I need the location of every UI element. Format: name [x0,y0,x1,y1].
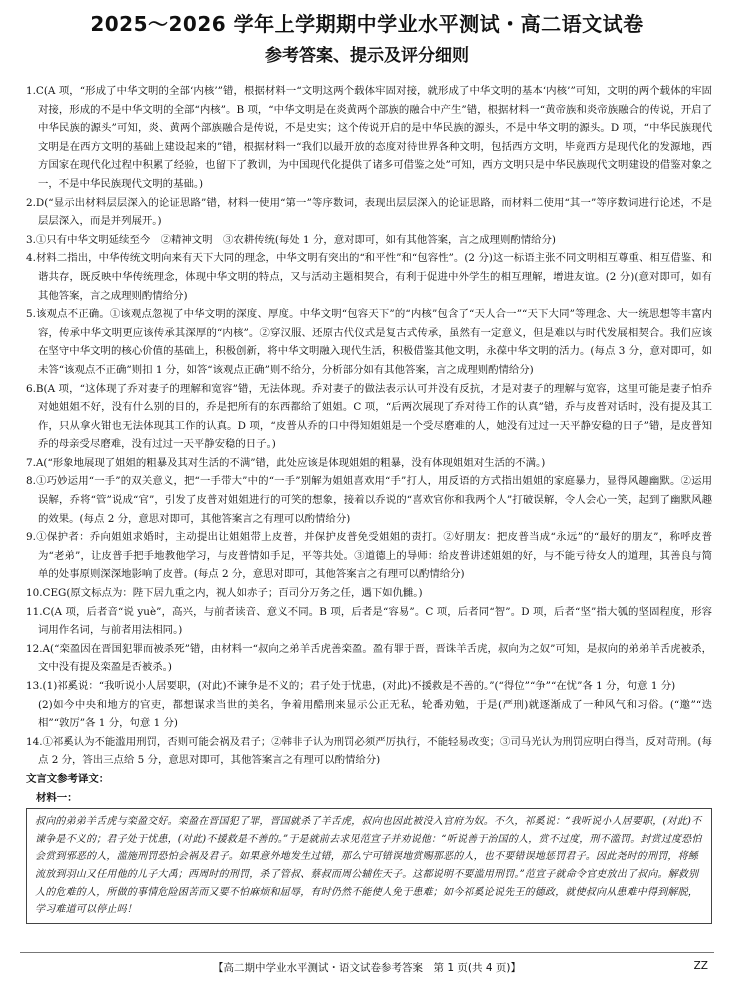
page-title: 2025～2026 学年上学期期中学业水平测试・高二语文试卷 [90,12,644,36]
answer-item-8: 8.①巧妙运用“一手”的双关意义，把“一手带大”中的“一手”别解为姐姐喜欢用“手”打人，用反语的方式指出姐姐的家庭暴力，显得风趣幽默。②运用误解，乔将“管”说成“官”，引发了皮普对姐姐进行的可笑的想象，接着以乔说的“喜欢官你和我两个人”打破误解，令人会心一笑，起到了幽默风趣的效果。(每点 2 分，意思对即可，其他答案言之有理可以酌情给分) [26,475,712,525]
answer-item-11: 11.C(A 项，后者音“说 yuè”，高兴，与前者读音、意义不同。B 项，后者是“容易”。C 项，后者同“智”。D 项，后者“坚”指大瓠的坚固程度，形容词用作名词，与前者用法相同。) [26,605,712,637]
answer-item-13-part-1: 13.(1)祁奚说：“我听说小人居要职，(对此)不谏争是不义的；君子处于忧患，(对此)不援救是不善的。”(“得位”“争”“在忧”各 1 分，句意 1 分) [26,680,676,692]
answer-item-3: 3.①只有中华文明延续至今 ②精神文明 ③农耕传统(每处 1 分，意对即可，如有其他答案，言之成理则酌情给分) [26,233,556,246]
reference-section-title: 文言文参考译文： [26,772,110,785]
answer-item-13-part-2: (2)如今中央和地方的官吏，都想谋求当世的美名，争着用酷刑来显示公正无私，轮番劝勉，于是(严刑)就逐渐成了一种风气和习俗。(“邀”“迭相”“敦厉”各 1 分，句意 1 分) [38,698,712,730]
answer-item-10: 10.CEG(原文标点为：陛下居九重之内，视人如赤子；百司分万务之任，遇下如仇雠。) [26,587,423,600]
answer-item-9: 9.①保护者：乔向姐姐求婚时，主动提出让姐姐带上皮普，并保护皮普免受姐姐的责打。②好朋友：把皮普当成“永远”的“最好的朋友”，称呼皮普为“老弟”，让皮普手把手地教他学习，与皮普情如手足，平等共处。③道德上的导师：给皮普讲述姐姐的好，与不能亏待女人的道理，其善良与简单的处事原则深深地影响了皮普。(每点 2 分，意思对即可，其他答案言之有理可以酌情给分) [26,531,712,581]
material-label: 材料一： [36,791,78,804]
translation-box: 叔向的弟弟羊舌虎与栾盈交好。栾盈在晋国犯了罪，晋国就杀了羊舌虎，叔向也因此被没入官府为奴。不久，祁奚说：“我听说小人居要职，(对此)不谏争是不义的；君子处于忧患，(对此)不援救是不善的。”于是就前去求见范宣子并劝说他：“听说善于治国的人，赏不过度，刑不滥罚。封赏过度恐怕会赏到邪恶的人，滥施刑罚恐怕会祸及君子。如果意外地发生过错，那么宁可错误地赏赐那恶的人，也不要错误地惩罚君子。因此尧时的刑罚，将鲧流放到羽山又任用他的儿子大禹；西周时的刑罚，杀了管叔、蔡叔而周公辅佐天子。这都说明不要滥用刑罚。”范宣子就命令官吏放出了叔向。解救别人的危难的人，所做的事情危险困苦而又要不怕麻烦和屈辱，有时仍然不能使人免于患难；如今祁奚论说先王的德政，就使叔向从患难中得到解脱，学习难道可以停止吗！ [26,808,712,924]
answer-item-2: 2.D(“显示出材料层层深入的论证思路”错，材料一使用“第一”等序数词，表现出层层深入的论证思路，而材料二使用“其一”等序数词进行论述，不是层层深入，而是并列展开。) [26,196,712,228]
answer-item-12: 12.A(“栾盈因在晋国犯罪而被杀死”错，由材料一“叔向之弟羊舌虎善栾盈。盈有罪于晋，晋诛羊舌虎，叔向为之奴”可知，是叔向的弟弟羊舌虎被杀，文中没有提及栾盈是否被杀。) [26,642,712,674]
answer-item-1: 1.C(A 项，“形成了中华文明的全部‘内核’”错，根据材料一“文明这两个载体牢固对接，就形成了中华文明的基本‘内核’”可知，文明的两个载体的牢固对接，形成的不是中华文明的全部“内核”。B 项，“中华文明是在炎黄两个部族的融合中产生”错，根据材料一“黄帝族和炎帝族融合的传说，开启了中华民族的源头”可知，炎、黄两个部族融合是传说，不是史实；这个传说开启的是中华民族的源头，不是中华文明的源头。D 项，“中华民族现代文明是在西方文明的基础上建设起来的”错，根据材料一“我们以最开放的态度对待世界各种文明，包括西方文明，毕竟西方是现代化的发源地，西方国家在现代化过程中积累了经验，也留下了教训，为中国现代化提供了诸多可借鉴之处”可知，西方文明只是中华民族现代文明建设的借鉴对象之一，不是中华民族现代文明的基础。) [26,85,712,190]
answers-body [26,82,712,924]
page-footer: 【高二期中学业水平测试・语文试卷参考答案 第 1 页(共 4 页)】 [213,962,521,974]
footer-code: ZZ [693,960,708,972]
page-subtitle: 参考答案、提示及评分细则 [265,46,469,66]
answer-item-5: 5.该观点不正确。①该观点忽视了中华文明的深度、厚度。中华文明“包容天下”的“内核”包含了“天人合一”“天下大同”等理念、大一统思想等丰富内容，传承中华文明更应该传承其深厚的“内核”。②穿汉服、还原古代仪式是复古式传承，虽然有一定意义，但是难以与时代发展相契合。我们应该在坚守中华文明的核心价值的基础上，积极创新，将中华文明融入现代生活，积极借鉴其他文明，永葆中华文明的活力。(每点 3 分，意对即可，如未答“该观点不正确”则扣 1 分，如答“该观点正确”则不给分，分析部分如有其他答案，言之成理则酌情给分) [26,308,712,376]
footer-divider [20,952,714,953]
answer-item-14: 14.①祁奚认为不能滥用刑罚，否则可能会祸及君子；②韩非子认为刑罚必须严厉执行，不能轻易改变；③司马光认为刑罚应明白得当，反对苛刑。(每点 2 分，答出三点给 5 分，意思对即可，其他答案言之有理可以酌情给分) [26,735,712,767]
answer-item-7: 7.A(“形象地展现了姐姐的粗暴及其对生活的不满”错，此处应该是体现姐姐的粗暴，没有体现姐姐对生活的不满。) [26,456,546,469]
answer-item-6: 6.B(A 项，“这体现了乔对妻子的理解和宽容”错，无法体现。乔对妻子的做法表示认可并没有反抗，才是对妻子的理解与宽容，这里可能是妻子怕乔对她姐姐不好，没有什么别的目的，乔是把所有的东西都给了姐姐。C 项，“后两次展现了乔对待工作的认真”错，乔与皮普对话时，没有提及其工作，只从拿火钳也无法体现其工作的认真。D 项，“皮普从乔的口中得知姐姐是一个受尽磨难的人，她没有过过一天平静安稳的日子”错，是皮普知乔的母亲受尽磨难，没有过过一天平静安稳的日子。) [26,382,712,451]
answer-item-4: 4.材料二指出，中华传统文明向来有天下大同的理念，中华文明有突出的“和平性”和“包容性”。(2 分)这一标语主张不同文明相互尊重、相互借鉴、和谐共存，既反映中华传统理念，体现中华文明的特点，又与活动主题相契合，有利于促进中外学生的相互理解，增进友谊。(2 分)(意对即可，如有其他答案，言之成理则酌情给分) [26,252,712,302]
